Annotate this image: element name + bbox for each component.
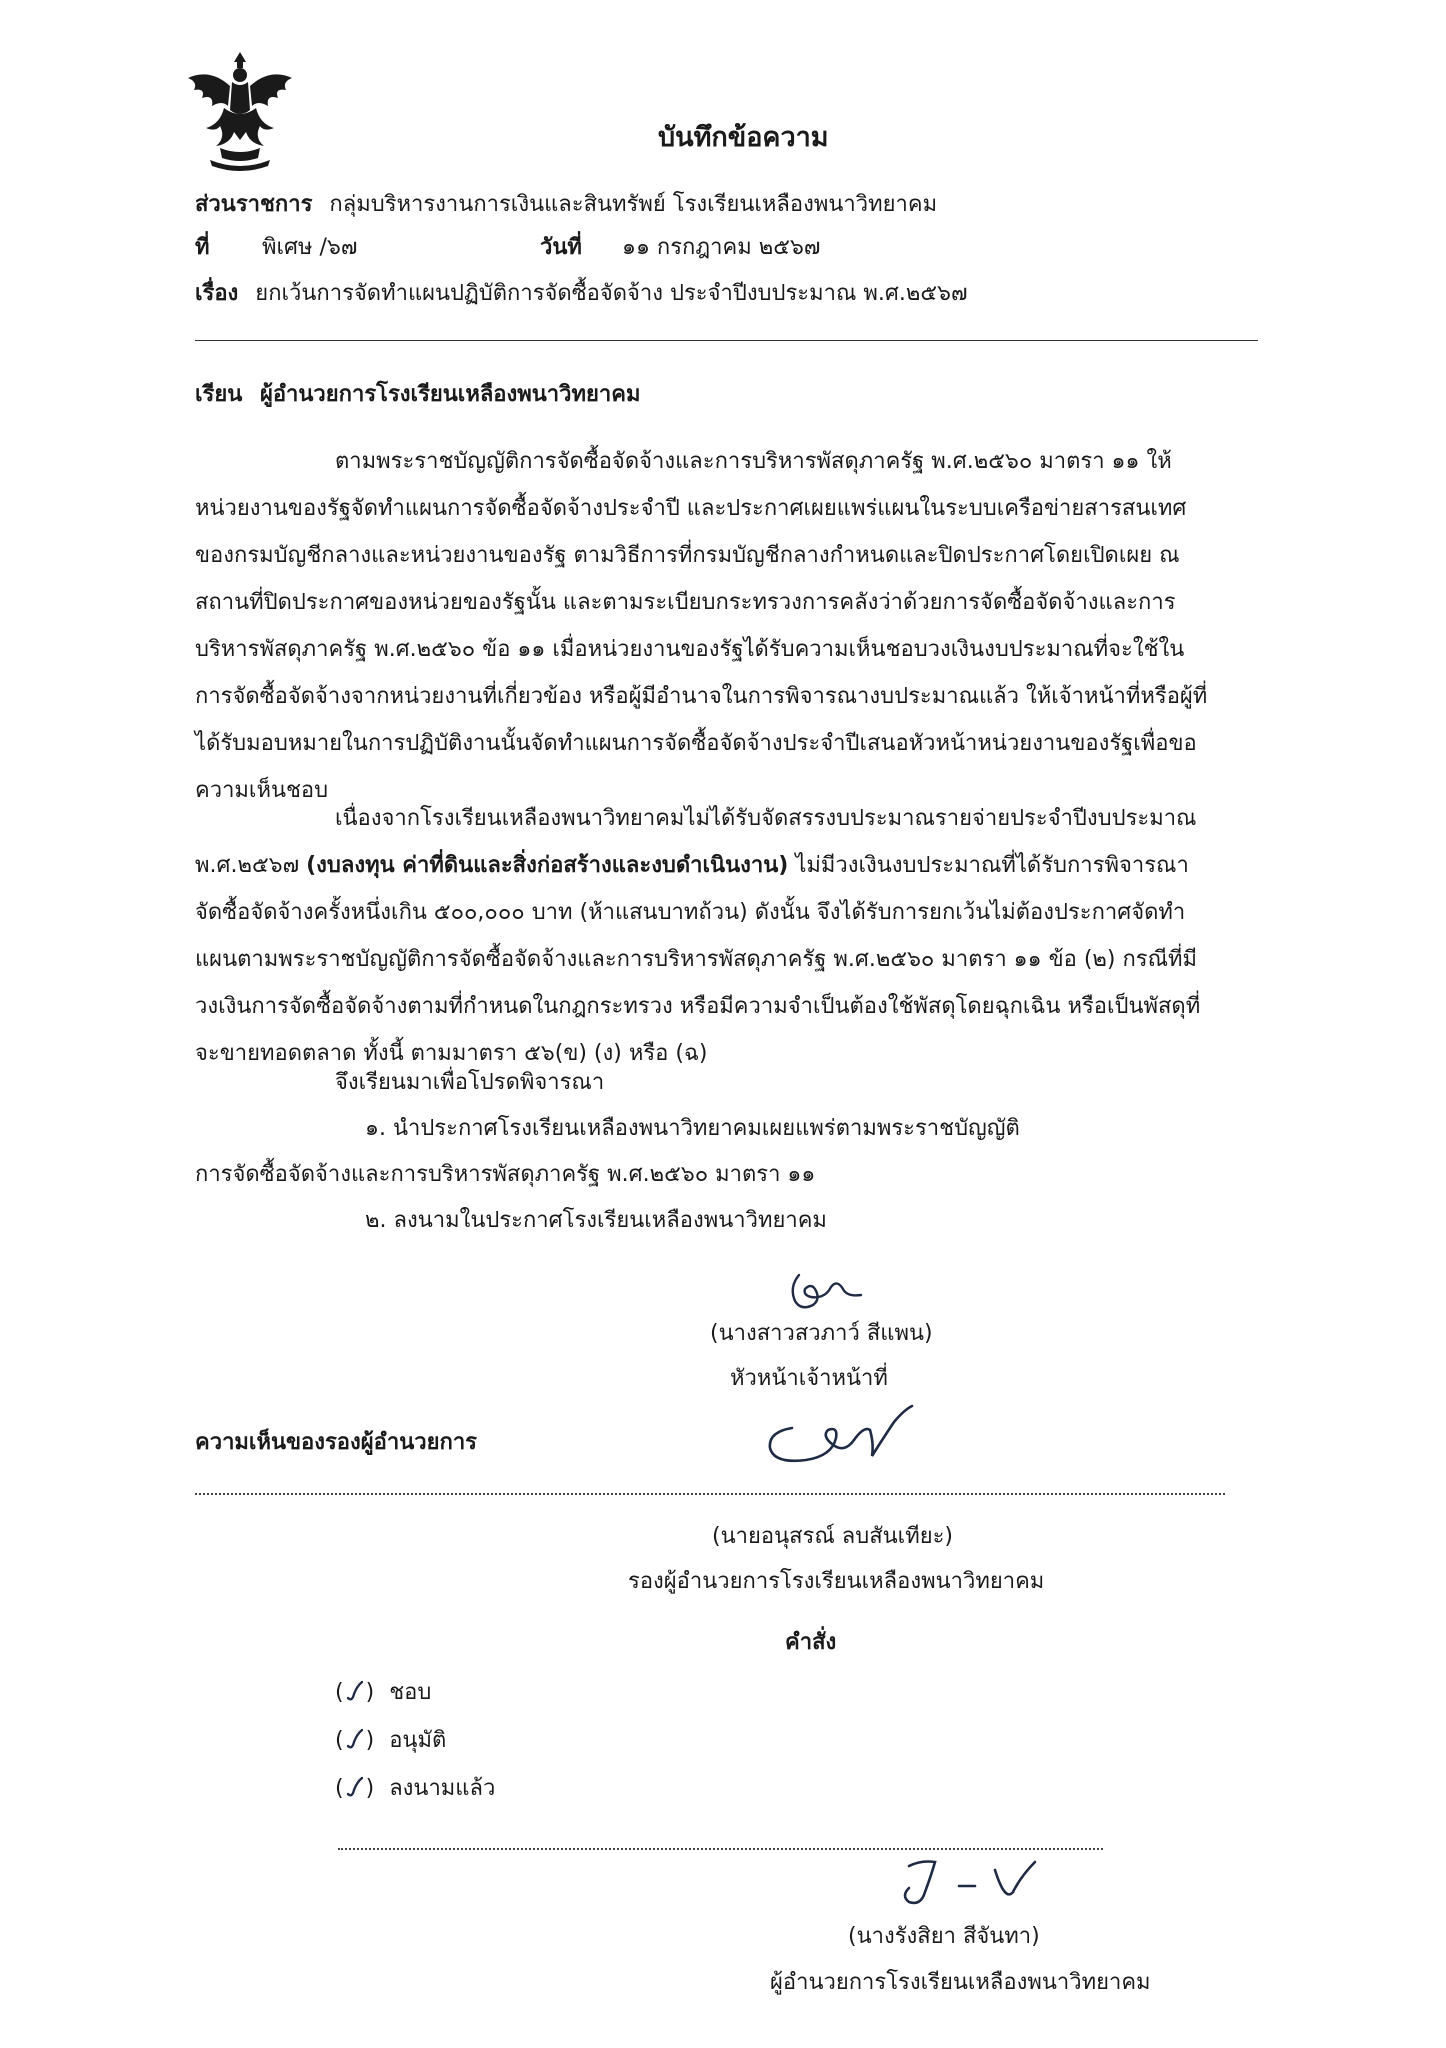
paragraph-line: วงเงินการจัดซื้อจัดจ้างตามที่กำหนดในกฎกระทรวง หรือมีความจำเป็นต้องใช้พัสดุโดยฉุกเฉิน หรือเป็นพัสดุที่ bbox=[195, 994, 1201, 1019]
garuda-emblem-icon bbox=[180, 48, 300, 173]
paragraph-line: หน่วยงานของรัฐจัดทำแผนการจัดซื้อจัดจ้างประจำปี และประกาศเผยแพร่แผนในระบบเครือข่ายสารสนเทศ bbox=[195, 496, 1187, 521]
memo-title: บันทึกข้อความ bbox=[658, 122, 829, 153]
salutation-label: เรียน bbox=[195, 382, 243, 407]
paragraph-line: ตามพระราชบัญญัติการจัดซื้อจัดจ้างและการบริหารพัสดุภาครัฐ พ.ศ.๒๕๖๐ มาตรา ๑๑ ให้ bbox=[335, 449, 1172, 474]
budget-remark-text: ไม่มีวงเงินงบประมาณที่ได้รับการพิจารณา bbox=[788, 853, 1189, 878]
order-option-label: ลงนามแล้ว bbox=[389, 1776, 496, 1801]
agency-label: ส่วนราชการ bbox=[195, 192, 313, 217]
budget-year-text: พ.ศ.๒๕๖๗ bbox=[195, 853, 307, 878]
subject-row bbox=[195, 279, 968, 309]
paragraph-line: สถานที่ปิดประกาศของหน่วยของรัฐนั้น และตามระเบียบกระทรวงการคลังว่าด้วยการจัดซื้อจัดจ้างและการ bbox=[195, 590, 1176, 615]
paragraph-line bbox=[195, 842, 1200, 889]
request-intro: จึงเรียนมาเพื่อโปรดพิจารณา bbox=[335, 1070, 605, 1095]
signature-3 bbox=[895, 1852, 1045, 1914]
memo-date-value: ๑๑ กรกฎาคม ๒๕๖๗ bbox=[622, 235, 821, 260]
salutation bbox=[195, 380, 640, 410]
signature-1 bbox=[785, 1265, 865, 1317]
subject-label: เรื่อง bbox=[195, 281, 239, 306]
checkmark-icon bbox=[344, 1728, 366, 1754]
paragraph-line: การจัดซื้อจัดจ้างจากหน่วยงานที่เกี่ยวข้อง หรือผู้มีอำนาจในการพิจารณางบประมาณแล้ว ให้เจ้าหน้าที่หรือผู้ที่ bbox=[195, 684, 1208, 709]
salutation-value: ผู้อำนวยการโรงเรียนเหลืองพนาวิทยาคม bbox=[259, 382, 641, 407]
signature-2 bbox=[762, 1400, 922, 1472]
agency-row bbox=[195, 190, 937, 220]
paragraph-2 bbox=[195, 795, 1200, 1077]
checkmark-icon bbox=[344, 1680, 366, 1706]
header-divider bbox=[195, 340, 1258, 341]
request-item-2: ๒. ลงนามในประกาศโรงเรียนเหลืองพนาวิทยาคม bbox=[365, 1208, 827, 1233]
deputy-position: รองผู้อำนวยการโรงเรียนเหลืองพนาวิทยาคม bbox=[628, 1569, 1045, 1594]
checkmark-icon bbox=[344, 1776, 366, 1802]
request-item-1: ๑. นำประกาศโรงเรียนเหลืองพนาวิทยาคมเผยแพร่ตามพระราชบัญญัติ bbox=[365, 1116, 1020, 1141]
memo-no-value: พิเศษ /๖๗ bbox=[262, 235, 358, 260]
subject-value: ยกเว้นการจัดทำแผนปฏิบัติการจัดซื้อจัดจ้าง ประจำปีงบประมาณ พ.ศ.๒๕๖๗ bbox=[255, 281, 968, 306]
memo-no-label: ที่ bbox=[195, 235, 210, 260]
deputy-opinion-heading: ความเห็นของรองผู้อำนวยการ bbox=[195, 1430, 477, 1455]
order-line bbox=[338, 1848, 1103, 1850]
order-option-label: ชอบ bbox=[389, 1680, 432, 1705]
order-option-approve: ( ) ชอบ bbox=[335, 1680, 432, 1705]
signer-1-position: หัวหน้าเจ้าหน้าที่ bbox=[730, 1366, 888, 1391]
order-option-label: อนุมัติ bbox=[389, 1728, 447, 1753]
deputy-opinion-line bbox=[195, 1493, 1225, 1495]
memo-date-label: วันที่ bbox=[540, 235, 582, 260]
signer-1-name: (นางสาวสวภาว์ สีแพน) bbox=[710, 1321, 933, 1346]
paragraph-line: ของกรมบัญชีกลางและหน่วยงานของรัฐ ตามวิธีการที่กรมบัญชีกลางกำหนดและปิดประกาศโดยเปิดเผย ณ bbox=[195, 543, 1180, 568]
agency-value: กลุ่มบริหารงานการเงินและสินทรัพย์ โรงเรียนเหลืองพนาวิทยาคม bbox=[329, 192, 938, 217]
budget-category-text: (งบลงทุน ค่าที่ดินและสิ่งก่อสร้างและงบดำเนินงาน) bbox=[306, 853, 789, 878]
paragraph-line: จัดซื้อจัดจ้างครั้งหนึ่งเกิน ๕๐๐,๐๐๐ บาท (ห้าแสนบาทถ้วน) ดังนั้น จึงได้รับการยกเว้นไม่ต้องประกาศจัดทำ bbox=[195, 900, 1186, 925]
paragraph-line: ได้รับมอบหมายในการปฏิบัติงานนั้นจัดทำแผนการจัดซื้อจัดจ้างประจำปีเสนอหัวหน้าหน่วยงานของรัฐเพื่อขอ bbox=[195, 731, 1197, 756]
paragraph-1 bbox=[195, 438, 1207, 814]
order-option-authorize: ( ) อนุมัติ bbox=[335, 1728, 447, 1753]
order-heading: คำสั่ง bbox=[785, 1630, 837, 1655]
director-position: ผู้อำนวยการโรงเรียนเหลืองพนาวิทยาคม bbox=[770, 1970, 1151, 1995]
request-item-1-cont: การจัดซื้อจัดจ้างและการบริหารพัสดุภาครัฐ พ.ศ.๒๕๖๐ มาตรา ๑๑ bbox=[195, 1162, 816, 1187]
paragraph-line: เนื่องจากโรงเรียนเหลืองพนาวิทยาคมไม่ได้รับจัดสรรงบประมาณรายจ่ายประจำปีงบประมาณ bbox=[335, 806, 1197, 831]
order-option-signed: ( ) ลงนามแล้ว bbox=[335, 1776, 496, 1801]
paragraph-line: แผนตามพระราชบัญญัติการจัดซื้อจัดจ้างและการบริหารพัสดุภาครัฐ พ.ศ.๒๕๖๐ มาตรา ๑๑ ข้อ (๒) กรณีที่มี bbox=[195, 947, 1198, 972]
paragraph-line: จะขายทอดตลาด ทั้งนี้ ตามมาตรา ๕๖(ข) (ง) หรือ (ฉ) bbox=[195, 1041, 708, 1066]
deputy-name: (นายอนุสรณ์ ลบสันเทียะ) bbox=[712, 1524, 953, 1549]
paragraph-line: ความเห็นชอบ bbox=[195, 778, 329, 803]
director-name: (นางรังสิยา สีจันทา) bbox=[848, 1924, 1040, 1949]
paragraph-line: บริหารพัสดุภาครัฐ พ.ศ.๒๕๖๐ ข้อ ๑๑ เมื่อหน่วยงานของรัฐได้รับความเห็นชอบวงเงินงบประมาณที่จะใช้ใน bbox=[195, 637, 1185, 662]
